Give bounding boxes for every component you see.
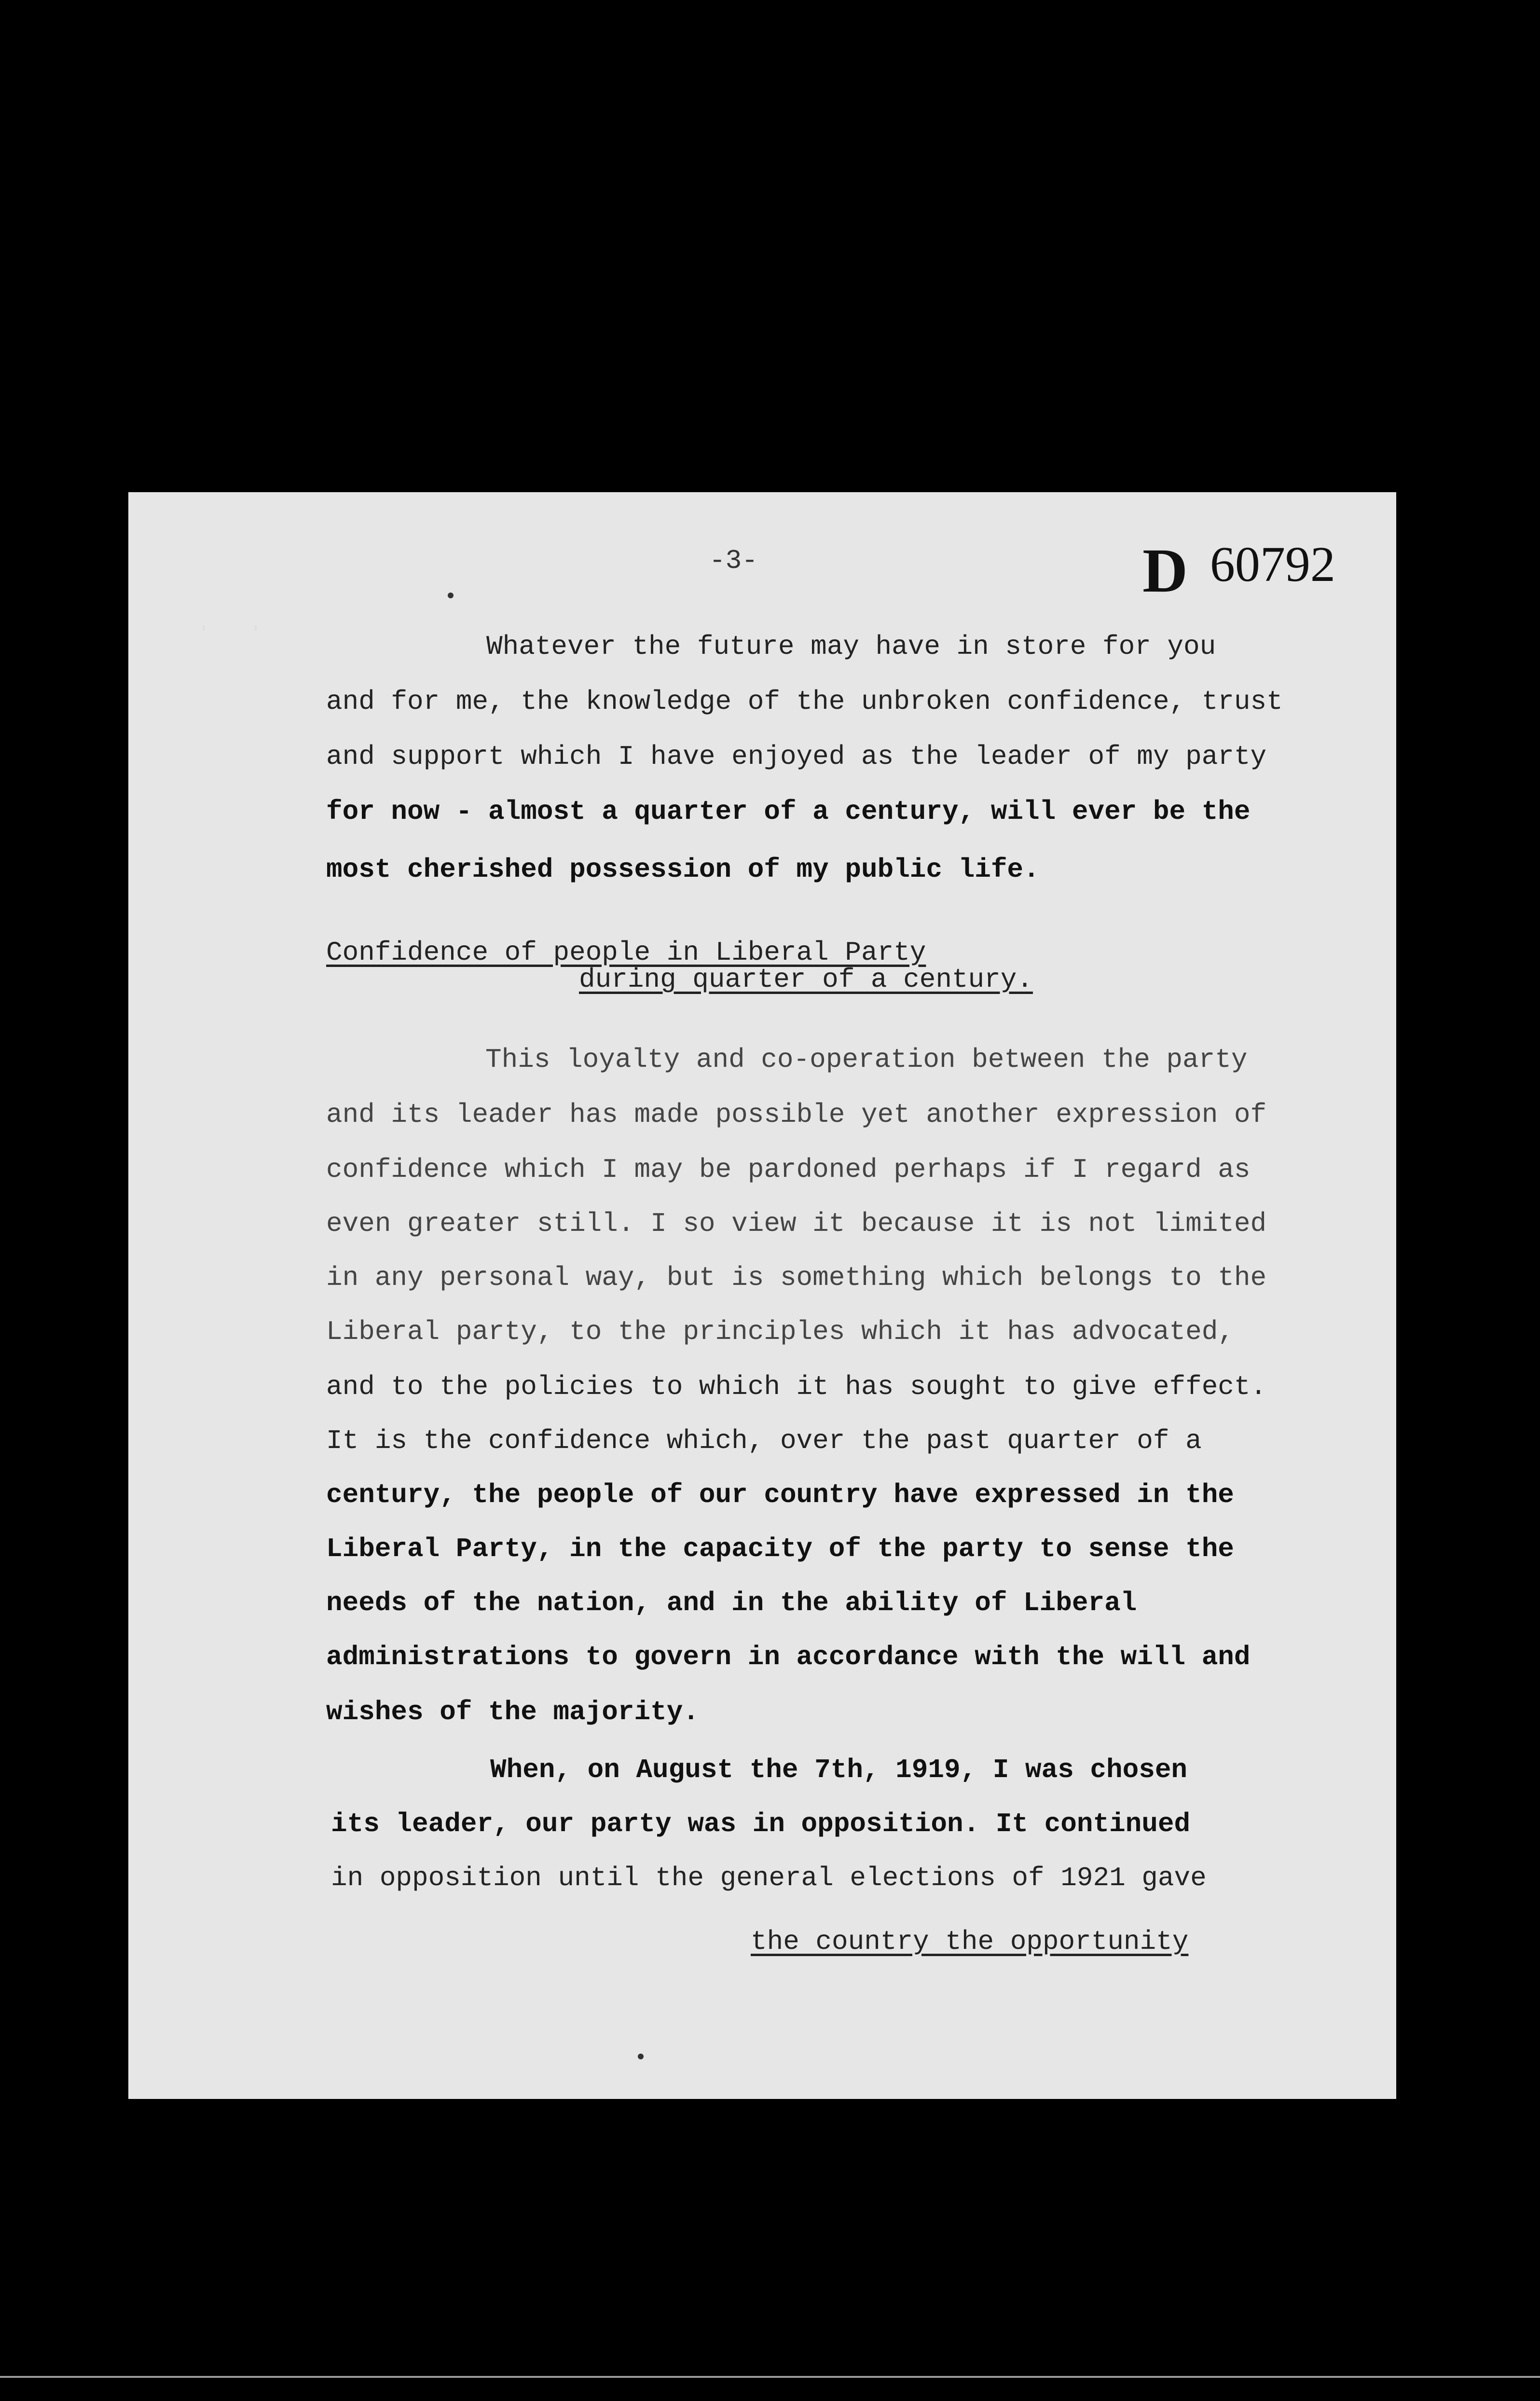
body-line: in any personal way, but is something which belongs to the <box>326 1262 1267 1293</box>
body-line: administrations to govern in accordance with the will and <box>326 1642 1251 1672</box>
body-line: even greater still. I so view it because it is not limited <box>326 1208 1267 1239</box>
section-heading-line-1: Confidence of people in Liberal Party <box>326 937 926 968</box>
body-line: in opposition until the general elections of 1921 gave <box>331 1863 1207 1893</box>
body-line: This loyalty and co-operation between the party <box>485 1044 1248 1075</box>
body-line: for now - almost a quarter of a century, will ever be the <box>326 796 1251 827</box>
ink-speck <box>448 593 454 598</box>
body-line: and its leader has made possible yet another expression of <box>326 1099 1267 1130</box>
document-id-stamp <box>1142 535 1335 607</box>
document-id-number: 60792 <box>1210 537 1335 592</box>
body-line: needs of the nation, and in the ability of Liberal <box>326 1587 1137 1618</box>
body-line: Liberal party, to the principles which it has advocated, <box>326 1316 1234 1347</box>
catchword: the country the opportunity <box>751 1926 1189 1957</box>
margin-mark: ' ' <box>198 622 276 645</box>
document-id-letter: D <box>1142 536 1188 606</box>
scan-edge-line <box>0 2376 1540 2378</box>
page-number: -3- <box>709 545 758 576</box>
document-page <box>128 492 1396 2099</box>
body-line: When, on August the 7th, 1919, I was chosen <box>490 1754 1188 1785</box>
body-line: most cherished possession of my public life. <box>326 854 1040 885</box>
body-line: wishes of the majority. <box>326 1697 699 1727</box>
body-line: its leader, our party was in opposition. It continued <box>331 1808 1191 1839</box>
body-line: and support which I have enjoyed as the leader of my party <box>326 741 1267 772</box>
ink-speck <box>638 2054 644 2059</box>
body-line: It is the confidence which, over the past quarter of a <box>326 1425 1202 1456</box>
body-line: and for me, the knowledge of the unbroken confidence, trust <box>326 686 1283 717</box>
body-line: Liberal Party, in the capacity of the party to sense the <box>326 1533 1234 1564</box>
section-heading-line-2: during quarter of a century. <box>579 964 1033 995</box>
body-line: confidence which I may be pardoned perhaps if I regard as <box>326 1154 1251 1185</box>
body-line: century, the people of our country have expressed in the <box>326 1479 1234 1510</box>
body-line: Whatever the future may have in store for you <box>486 631 1216 662</box>
body-line: and to the policies to which it has sought to give effect. <box>326 1371 1267 1402</box>
